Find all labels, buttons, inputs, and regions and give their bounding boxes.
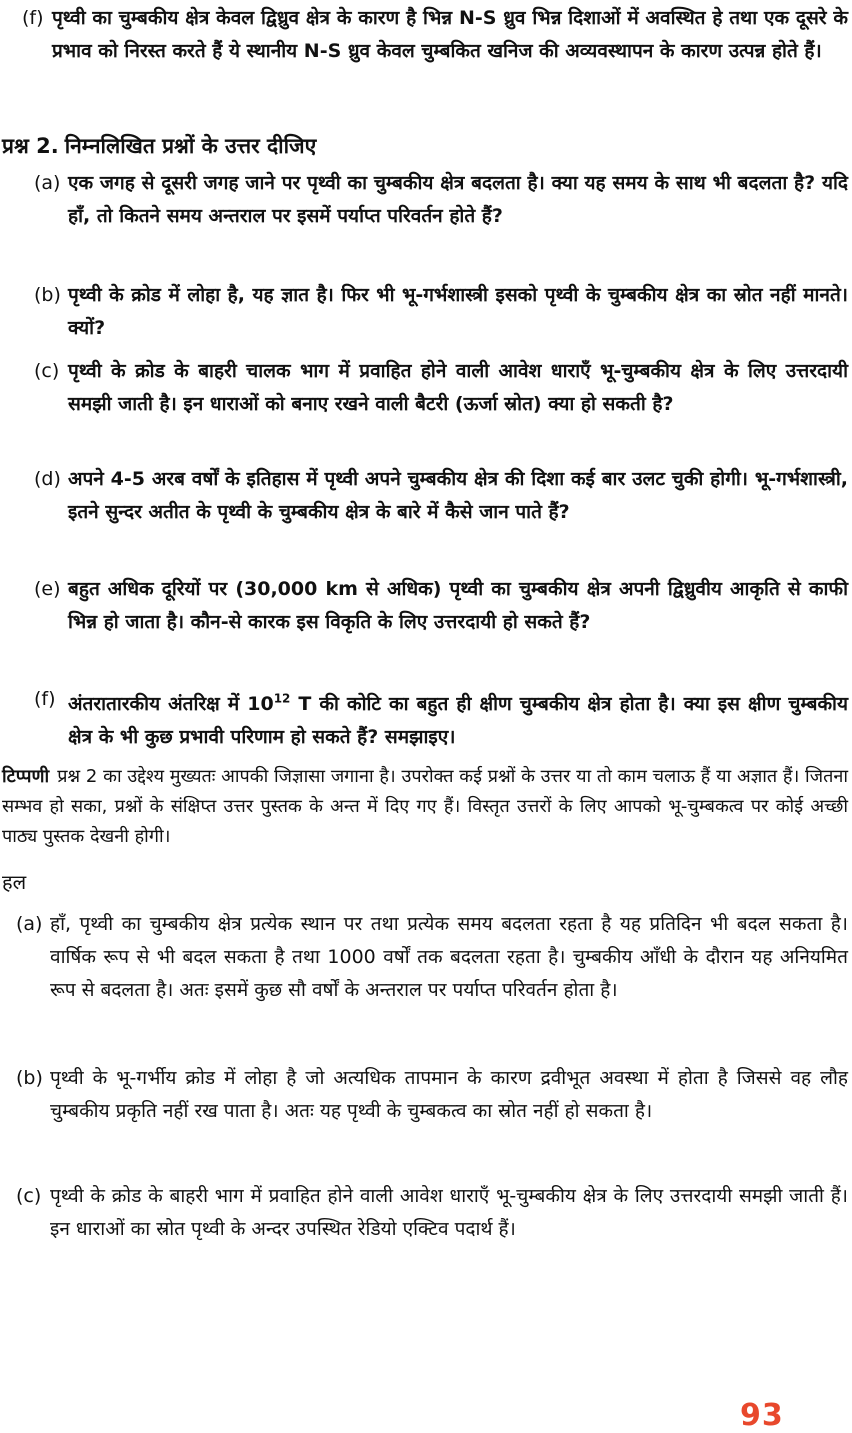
question-part-c xyxy=(34,355,848,421)
part-text xyxy=(68,693,848,748)
part-marker: (f) xyxy=(34,688,56,710)
part-text: बहुत अधिक दूरियों पर (30,000 km से अधिक) पृथ्वी का चुम्बकीय क्षेत्र अपनी द्विध्रुवीय आकृति से काफी भिन्न हो जाता है। कौन-से कारक इस विकृति के लिए उत्तरदायी हो सकते हैं? xyxy=(68,578,848,633)
answer-text: पृथ्वी के भू-गर्भीय क्रोड में लोहा है जो अत्यधिक तापमान के कारण द्रवीभूत अवस्था में होता है जिससे वह लौह चुम्बकीय प्रकृति नहीं रख पाता है। अतः यह पृथ्वी के चुम्बकत्व का स्रोत नहीं हो सकता है। xyxy=(50,1067,848,1122)
question-part-a xyxy=(34,167,848,233)
question-part-f xyxy=(34,683,849,754)
answer-text: पृथ्वी के क्रोड के बाहरी भाग में प्रवाहित होने वाली आवेश धाराएँ भू-चुम्बकीय क्षेत्र के लिए उत्तरदायी समझी जाती हैं। इन धाराओं का स्रोत पृथ्वी के अन्दर उपस्थित रेडियो एक्टिव पदार्थ हैं। xyxy=(50,1185,848,1240)
part-marker: (a) xyxy=(34,172,61,194)
part-text: अपने 4-5 अरब वर्षों के इतिहास में पृथ्वी अपने चुम्बकीय क्षेत्र की दिशा कई बार उलट चुकी होगी। भू-गर्भशास्त्री, इतने सुन्दर अतीत के पृथ्वी के चुम्बकीय क्षेत्र के बारे में कैसे जान पाते हैं? xyxy=(68,468,848,523)
note-text: प्रश्न 2 का उद्देश्य मुख्यतः आपकी जिज्ञासा जगाना है। उपरोक्त कई प्रश्नों के उत्तर या तो काम चलाऊ हैं या अज्ञात हैं। जितना सम्भव हो सका, प्रश्नों के संक्षिप्त उत्तर पुस्तक के अन्त में दिए गए हैं। विस्तृत उत्तरों के लिए आपको भू-चुम्बकत्व पर कोई अच्छी पाठ्य पुस्तक देखनी होगी। xyxy=(2,766,848,847)
note-block xyxy=(2,762,848,852)
part-marker: (e) xyxy=(34,578,61,600)
answer-marker: (b) xyxy=(16,1067,43,1089)
question-number: प्रश्न 2. xyxy=(2,134,59,158)
part-text: एक जगह से दूसरी जगह जाने पर पृथ्वी का चुम्बकीय क्षेत्र बदलता है। क्या यह समय के साथ भी बदलता है? यदि हाँ, तो कितने समय अन्तराल पर इसमें पर्याप्त परिवर्तन होते हैं? xyxy=(68,172,848,227)
answer-a xyxy=(16,908,848,1007)
question-part-b xyxy=(34,279,848,345)
part-text: पृथ्वी के क्रोड के बाहरी चालक भाग में प्रवाहित होने वाली आवेश धाराएँ भू-चुम्बकीय क्षेत्र के लिए उत्तरदायी समझी जाती है। इन धाराओं को बनाए रखने वाली बैटरी (ऊर्जा स्रोत) क्या हो सकती है? xyxy=(68,360,848,415)
part-text-before: अंतरातारकीय अंतरिक्ष में 10 xyxy=(68,693,274,716)
exponent: 12 xyxy=(273,692,291,706)
question-part-d xyxy=(34,463,848,529)
note-label: टिप्पणी xyxy=(2,766,50,787)
page-number: 93 xyxy=(740,1398,784,1433)
question-title: निम्नलिखित प्रश्नों के उत्तर दीजिए xyxy=(64,134,317,158)
question-heading xyxy=(2,130,316,162)
answer-text: हाँ, पृथ्वी का चुम्बकीय क्षेत्र प्रत्येक स्थान पर तथा प्रत्येक समय बदलता रहता है यह प्रतिदिन भी बदल सकता है। वार्षिक रूप से भी बदल सकता है तथा 1000 वर्षों तक बदलता रहता है। चुम्बकीय आँधी के दौरान यह अनियमित रूप से बदलता है। अतः इसमें कुछ सौ वर्षों के अन्तराल पर पर्याप्त परिवर्तन होता है। xyxy=(50,913,848,1001)
item-f-previous xyxy=(22,2,848,68)
answer-marker: (a) xyxy=(16,913,43,935)
solution-heading: हल xyxy=(2,870,27,894)
question-part-e xyxy=(34,573,848,639)
answer-c xyxy=(16,1180,848,1246)
part-text-after: T की कोटि का बहुत ही क्षीण चुम्बकीय क्षेत्र होता है। क्या इस क्षीण चुम्बकीय क्षेत्र के भी कुछ प्रभावी परिणाम हो सकते हैं? समझाइए। xyxy=(68,693,849,749)
answer-b xyxy=(16,1062,848,1128)
part-marker: (d) xyxy=(34,468,61,490)
part-text: पृथ्वी के क्रोड में लोहा है, यह ज्ञात है। फिर भी भू-गर्भशास्त्री इसको पृथ्वी के चुम्बकीय क्षेत्र का स्रोत नहीं मानते। क्यों? xyxy=(68,284,848,339)
part-marker: (b) xyxy=(34,284,61,306)
item-marker: (f) xyxy=(22,7,44,29)
item-text: पृथ्वी का चुम्बकीय क्षेत्र केवल द्विध्रुव क्षेत्र के कारण है भिन्न N-S ध्रुव भिन्न दिशाओं में अवस्थित हे तथा एक दूसरे के प्रभाव को निरस्त करते हैं ये स्थानीय N-S ध्रुव केवल चुम्बकित खनिज की अव्यवस्थापन के कारण उत्पन्न होते हैं। xyxy=(52,7,848,62)
part-marker: (c) xyxy=(34,360,60,382)
answer-marker: (c) xyxy=(16,1185,42,1207)
